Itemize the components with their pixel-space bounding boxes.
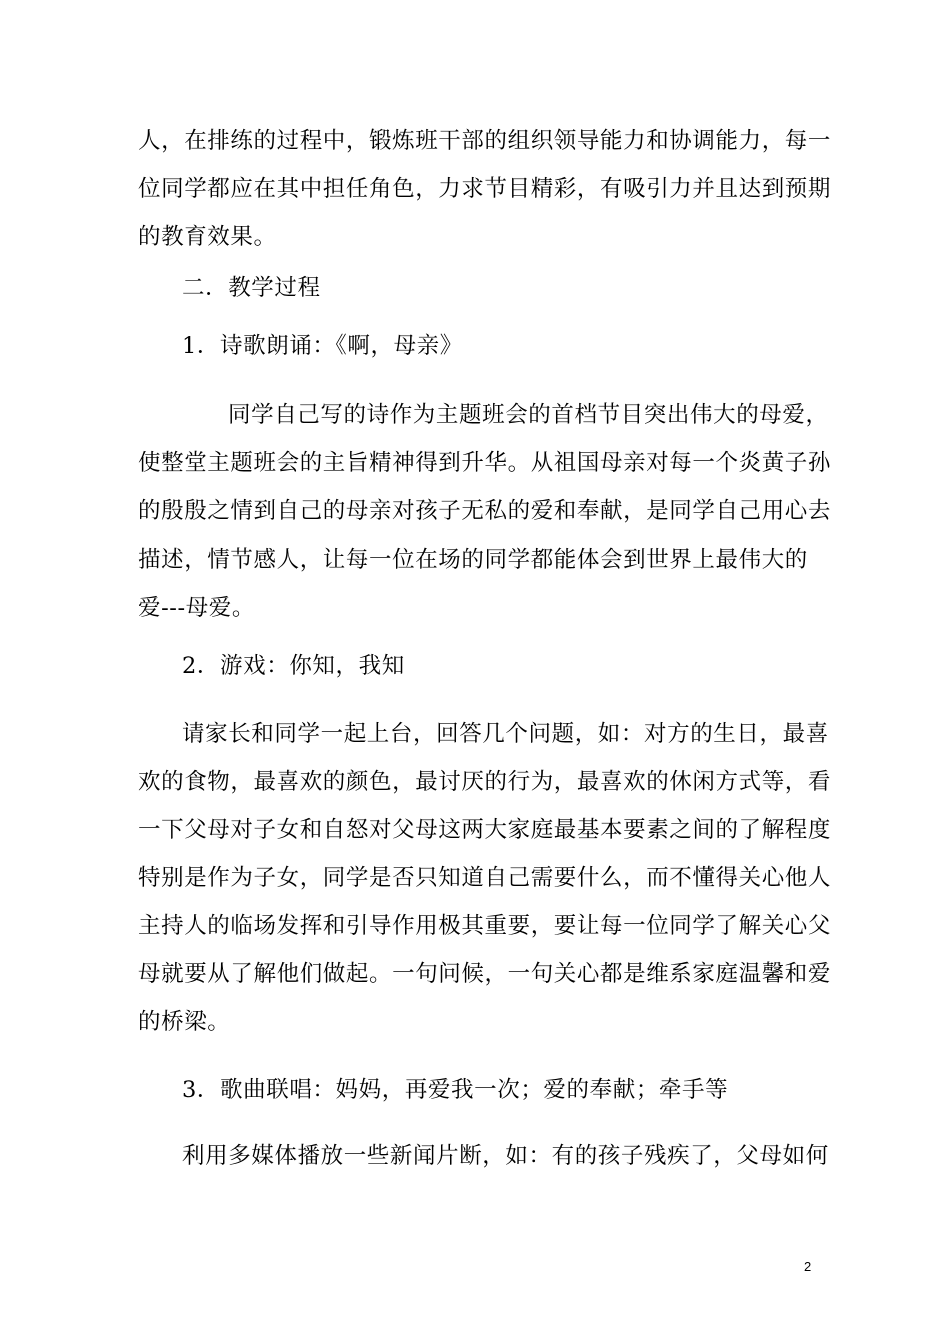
subsection-heading: 2．游戏：你知，我知	[182, 653, 405, 679]
text-line: 的教育效果。	[138, 224, 277, 250]
text-line: 位同学都应在其中担任角色，力求节目精彩，有吸引力并且达到预期	[138, 176, 832, 202]
text-line: 的殷殷之情到自己的母亲对孩子无私的爱和奉献，是同学自己用心去	[138, 498, 832, 524]
text-line: 利用多媒体播放一些新闻片断，如：有的孩子残疾了，父母如何	[182, 1143, 829, 1169]
text-line: 描述，情节感人，让每一位在场的同学都能体会到世界上最伟大的	[138, 547, 808, 573]
text-line: 爱---母爱。	[138, 595, 256, 621]
text-line: 特别是作为子女，同学是否只知道自己需要什么，而不懂得关心他人	[138, 865, 832, 891]
text-line: 一下父母对子女和自怒对父母这两大家庭最基本要素之间的了解程度	[138, 817, 832, 843]
text-line: 欢的食物，最喜欢的颜色，最讨厌的行为，最喜欢的休闲方式等，看	[138, 769, 832, 795]
text-line: 的桥梁。	[138, 1009, 231, 1035]
text-line: 同学自己写的诗作为主题班会的首档节目突出伟大的母爱，	[228, 402, 829, 428]
text-line: 母就要从了解他们做起。一句问候，一句关心都是维系家庭温馨和爱	[138, 961, 832, 987]
text-line: 主持人的临场发挥和引导作用极其重要，要让每一位同学了解关心父	[138, 913, 832, 939]
subsection-heading: 1．诗歌朗诵：《啊，母亲》	[182, 333, 463, 359]
page-number: 2	[804, 1259, 812, 1274]
text-line: 请家长和同学一起上台，回答几个问题，如：对方的生日，最喜	[182, 721, 829, 747]
section-heading: 二．教学过程	[182, 275, 321, 301]
text-line: 人，在排练的过程中，锻炼班干部的组织领导能力和协调能力，每一	[138, 128, 832, 154]
text-line: 使整堂主题班会的主旨精神得到升华。从祖国母亲对每一个炎黄子孙	[138, 450, 832, 476]
subsection-heading: 3．歌曲联唱：妈妈，再爱我一次；爱的奉献；牵手等	[182, 1077, 729, 1103]
